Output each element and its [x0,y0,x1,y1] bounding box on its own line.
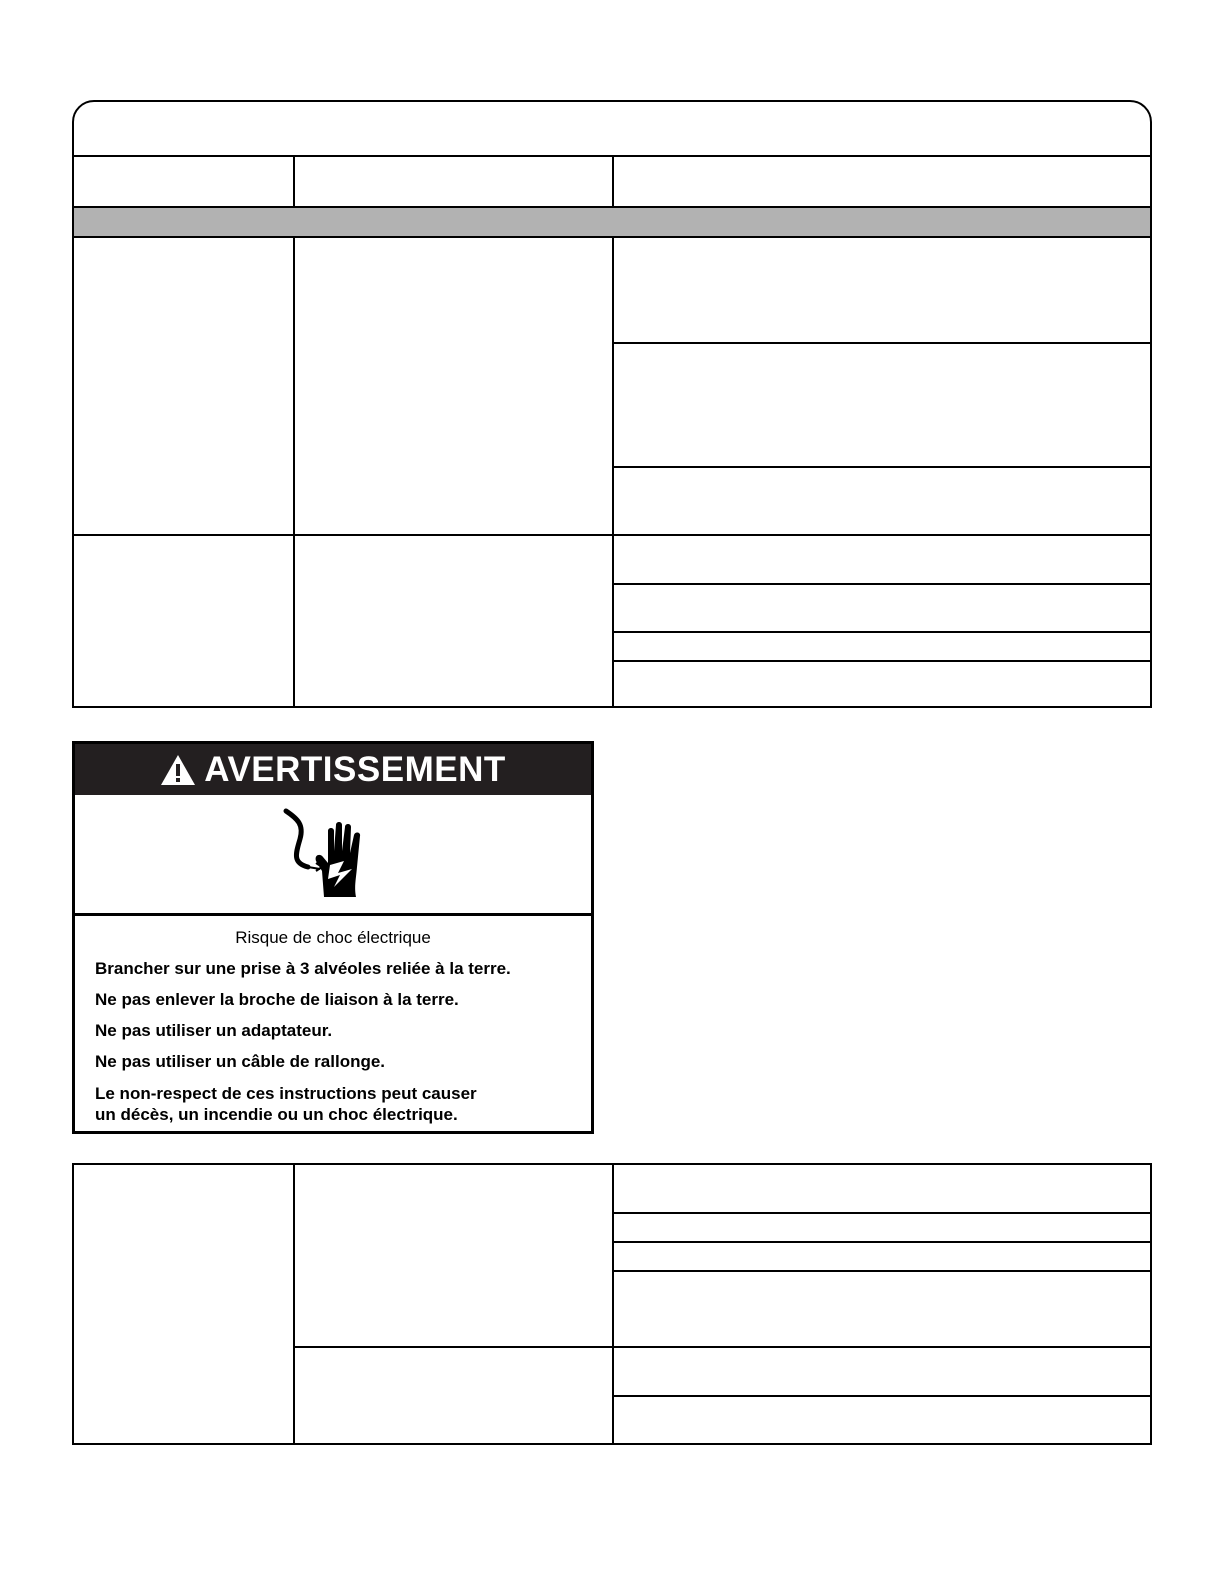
header-column-divider-1 [293,155,295,207]
warning-triangle-icon [160,754,196,786]
cell-divider-1 [612,342,1152,344]
warning-text [75,916,591,1125]
warning-heading: AVERTISSEMENT [204,749,506,789]
section-band [74,207,1150,236]
bottom-cell-divider-3 [612,1270,1152,1272]
warning-box [72,741,594,1134]
cell-divider-3 [612,583,1152,585]
warning-risk-title: Risque de choc électrique [235,928,431,947]
cell-divider-2 [612,466,1152,468]
bottom-cell-divider-4 [612,1395,1152,1397]
bottom-row-divider [293,1346,1152,1348]
warning-header [75,744,591,795]
header-column-divider-2 [612,155,614,207]
bottom-column-divider-1 [293,1163,295,1445]
warning-consequence-line-1: Le non-respect de ces instructions peut causer [95,1084,477,1103]
warning-line-4: Ne pas utiliser un câble de rallonge. [95,1052,386,1071]
column-divider-2 [612,236,614,708]
cell-divider-4 [612,631,1152,633]
bottom-cell-divider-2 [612,1241,1152,1243]
column-divider-1 [293,236,295,708]
warning-line-1: Brancher sur une prise à 3 alvéoles reliée à la terre. [95,959,511,978]
row-divider [72,534,1152,536]
warning-line-2: Ne pas enlever la broche de liaison à la terre. [95,990,459,1009]
warning-consequence-line-2: un décès, un incendie ou un choc électrique. [95,1105,458,1124]
warning-line-3: Ne pas utiliser un adaptateur. [95,1021,333,1040]
bottom-column-divider-2 [612,1163,614,1445]
hazard-icon-area [75,795,591,916]
electric-shock-hand-icon [278,805,388,905]
bottom-cell-divider-1 [612,1212,1152,1214]
cell-divider-5 [612,660,1152,662]
warning-consequence [95,1083,571,1125]
